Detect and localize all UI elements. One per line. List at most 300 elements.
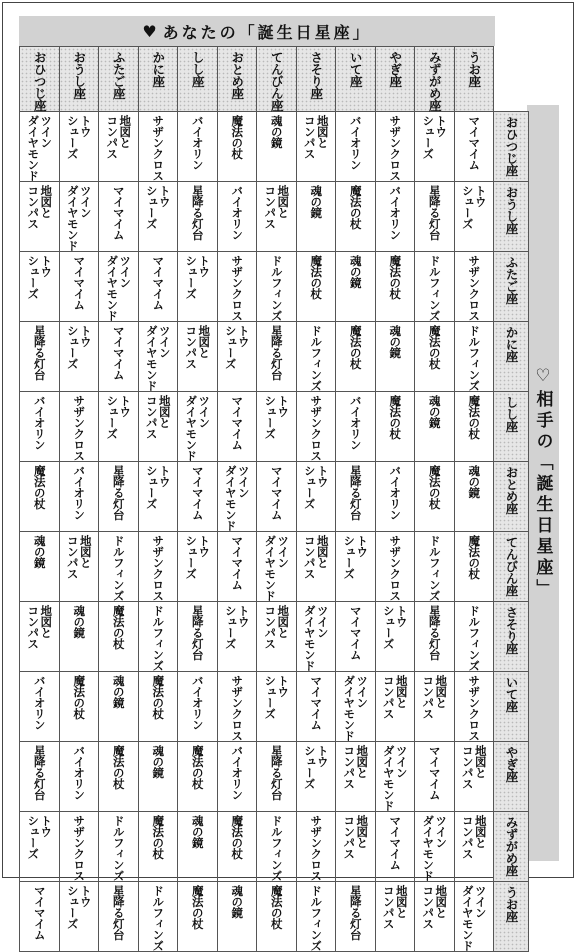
column-header-label: やぎ座: [387, 51, 403, 87]
result-cell: [296, 602, 336, 672]
result-label: ツイン ダイヤモンド: [105, 255, 133, 321]
result-label: トウ シューズ: [223, 325, 251, 369]
result-cell: [138, 882, 178, 952]
result-label: 魂の鏡: [72, 605, 87, 638]
column-header-label: しし座: [190, 51, 206, 87]
result-cell: [336, 112, 376, 182]
column-header: [454, 47, 494, 112]
result-label: 星降る灯台: [269, 745, 284, 800]
result-label: 魂の鏡: [111, 675, 126, 708]
result-label: 地図と コンパス: [460, 815, 488, 859]
table-row: [20, 392, 529, 462]
result-cell: [178, 112, 218, 182]
result-cell: [138, 532, 178, 602]
result-label: 魂の鏡: [269, 115, 284, 148]
result-label: ドルフィンズ: [269, 255, 284, 321]
result-label: マイマイム: [230, 395, 245, 450]
result-cell: [20, 252, 60, 322]
column-header: [138, 47, 178, 112]
result-label: 地図と コンパス: [26, 605, 54, 649]
result-label: 魔法の杖: [427, 325, 442, 369]
result-label: 地図と コンパス: [381, 885, 409, 929]
result-label: マイマイム: [348, 605, 363, 660]
result-cell: [257, 602, 297, 672]
row-header-label: てんびん座: [504, 536, 519, 596]
result-cell: [178, 602, 218, 672]
table-row: [20, 462, 529, 532]
result-label: ツイン ダイヤモンド: [460, 885, 488, 951]
result-cell: [336, 742, 376, 812]
result-label: バイオリン: [348, 115, 363, 170]
column-header: [59, 47, 99, 112]
result-cell: [415, 462, 455, 532]
result-cell: [454, 532, 494, 602]
result-cell: [99, 812, 139, 882]
result-cell: [217, 252, 257, 322]
result-label: 星降る灯台: [269, 325, 284, 380]
result-label: サザンクロス: [309, 815, 324, 881]
table-row: [20, 672, 529, 742]
result-label: バイオリン: [230, 745, 245, 800]
result-label: 星降る灯台: [190, 185, 205, 240]
result-label: ドルフィンズ: [151, 885, 166, 951]
your-birth-sign-title: [19, 16, 495, 46]
result-label: トウ シューズ: [460, 185, 488, 229]
result-label: トウ シューズ: [26, 815, 54, 859]
result-cell: [375, 882, 415, 952]
result-label: 魔法の杖: [388, 255, 403, 299]
result-label: マイマイム: [309, 675, 324, 730]
result-label: ドルフィンズ: [467, 325, 482, 391]
column-header-label: おひつじ座: [32, 51, 48, 111]
result-label: 魔法の杖: [190, 885, 205, 929]
result-cell: [257, 882, 297, 952]
result-label: バイオリン: [190, 115, 205, 170]
result-cell: [178, 742, 218, 812]
row-header: [494, 252, 529, 322]
result-cell: [454, 322, 494, 392]
result-label: 魔法の杖: [269, 885, 284, 929]
result-label: マイマイム: [467, 115, 482, 170]
result-cell: [99, 252, 139, 322]
table-row: [20, 602, 529, 672]
result-cell: [296, 742, 336, 812]
column-header-label: みずがめ座: [427, 51, 443, 111]
result-label: 地図と コンパス: [26, 185, 54, 229]
result-cell: [336, 462, 376, 532]
column-header: [217, 47, 257, 112]
result-label: バイオリン: [72, 465, 87, 520]
result-label: バイオリン: [72, 745, 87, 800]
result-cell: [59, 602, 99, 672]
row-header: [494, 392, 529, 462]
result-cell: [336, 672, 376, 742]
result-label: 魔法の杖: [190, 745, 205, 789]
table-row: [20, 812, 529, 882]
result-label: 魔法の杖: [427, 465, 442, 509]
result-cell: [336, 322, 376, 392]
row-header-label: しし座: [504, 396, 519, 432]
result-cell: [336, 812, 376, 882]
result-label: バイオリン: [388, 465, 403, 520]
result-cell: [217, 672, 257, 742]
result-label: バイオリン: [32, 395, 47, 450]
result-cell: [257, 462, 297, 532]
result-label: 星降る灯台: [111, 465, 126, 520]
result-cell: [217, 322, 257, 392]
result-label: サザンクロス: [151, 535, 166, 601]
result-label: 魂の鏡: [427, 395, 442, 428]
result-cell: [375, 252, 415, 322]
row-header-label: やぎ座: [504, 746, 519, 782]
partner-birth-sign-title: [527, 105, 559, 861]
result-label: 星降る灯台: [32, 745, 47, 800]
result-label: 魂の鏡: [151, 745, 166, 778]
result-label: ドルフィンズ: [309, 325, 324, 391]
result-cell: [178, 812, 218, 882]
result-label: 地図と コンパス: [65, 535, 93, 579]
result-label: サザンクロス: [388, 535, 403, 601]
row-header: [494, 462, 529, 532]
result-cell: [99, 532, 139, 602]
row-header-label: おとめ座: [504, 466, 519, 514]
result-label: サザンクロス: [467, 675, 482, 741]
result-label: 地図と コンパス: [460, 745, 488, 789]
result-cell: [138, 602, 178, 672]
column-header: [178, 47, 218, 112]
partner-birth-sign-title-text: 相手の「誕生日星座」: [532, 390, 553, 600]
result-cell: [415, 322, 455, 392]
result-label: 魔法の杖: [348, 325, 363, 369]
row-header: [494, 812, 529, 882]
result-cell: [415, 812, 455, 882]
result-label: トウ シューズ: [26, 255, 54, 299]
result-cell: [375, 182, 415, 252]
result-label: 地図と コンパス: [421, 885, 449, 929]
result-label: 魂の鏡: [388, 325, 403, 358]
result-cell: [217, 392, 257, 462]
result-label: 魔法の杖: [467, 535, 482, 579]
result-cell: [415, 532, 455, 602]
result-label: 魂の鏡: [230, 885, 245, 918]
result-cell: [59, 672, 99, 742]
column-header: [257, 47, 297, 112]
result-label: ツイン ダイヤモンド: [381, 745, 409, 811]
result-cell: [20, 322, 60, 392]
result-cell: [20, 112, 60, 182]
result-cell: [296, 672, 336, 742]
result-cell: [257, 182, 297, 252]
result-cell: [257, 112, 297, 182]
result-label: トウ シューズ: [302, 465, 330, 509]
result-cell: [336, 532, 376, 602]
result-cell: [178, 882, 218, 952]
result-label: バイオリン: [32, 675, 47, 730]
result-cell: [178, 532, 218, 602]
result-cell: [375, 112, 415, 182]
result-label: 星降る灯台: [111, 885, 126, 940]
table-row: [20, 182, 529, 252]
result-label: 魔法の杖: [467, 395, 482, 439]
result-cell: [99, 462, 139, 532]
result-label: 魔法の杖: [32, 465, 47, 509]
column-header-label: ふたご座: [111, 51, 127, 99]
column-header: [99, 47, 139, 112]
result-label: ツイン ダイヤモンド: [144, 325, 172, 391]
result-label: マイマイム: [111, 325, 126, 380]
result-label: 地図と コンパス: [381, 675, 409, 719]
result-cell: [454, 672, 494, 742]
result-cell: [257, 742, 297, 812]
result-label: 魔法の杖: [230, 115, 245, 159]
result-cell: [375, 672, 415, 742]
column-header: [336, 47, 376, 112]
result-label: 魔法の杖: [230, 815, 245, 859]
result-label: バイオリン: [348, 395, 363, 450]
result-cell: [59, 182, 99, 252]
result-label: サザンクロス: [309, 395, 324, 461]
result-cell: [20, 392, 60, 462]
result-label: 魂の鏡: [309, 185, 324, 218]
row-header-label: みずがめ座: [504, 816, 519, 876]
result-cell: [138, 322, 178, 392]
result-label: ツイン ダイヤモンド: [184, 395, 212, 461]
result-label: ドルフィンズ: [427, 255, 442, 321]
result-cell: [99, 882, 139, 952]
result-label: 星降る灯台: [32, 325, 47, 380]
result-cell: [296, 532, 336, 602]
result-label: 地図と コンパス: [184, 325, 212, 369]
result-cell: [415, 882, 455, 952]
result-cell: [336, 602, 376, 672]
result-label: 地図と コンパス: [263, 185, 291, 229]
result-label: トウ シューズ: [302, 745, 330, 789]
row-header: [494, 742, 529, 812]
column-header: [20, 47, 60, 112]
result-label: マイマイム: [190, 465, 205, 520]
table-row: [20, 322, 529, 392]
result-cell: [99, 112, 139, 182]
result-cell: [454, 252, 494, 322]
result-cell: [296, 812, 336, 882]
result-label: 地図と コンパス: [421, 675, 449, 719]
heart-outline-icon: ♡: [535, 366, 551, 386]
result-label: マイマイム: [32, 885, 47, 940]
result-label: バイオリン: [388, 185, 403, 240]
result-label: 星降る灯台: [190, 605, 205, 660]
result-label: トウ シューズ: [65, 115, 93, 159]
column-header-label: おうし座: [71, 51, 87, 99]
result-label: マイマイム: [230, 535, 245, 590]
row-header-label: さそり座: [504, 606, 519, 654]
result-cell: [257, 392, 297, 462]
result-cell: [336, 882, 376, 952]
your-birth-sign-title-text: あなたの「誕生日星座」: [162, 22, 372, 42]
table-row: [20, 252, 529, 322]
result-cell: [415, 602, 455, 672]
result-label: サザンクロス: [230, 675, 245, 741]
result-label: ドルフィンズ: [269, 815, 284, 881]
result-label: トウ シューズ: [184, 255, 212, 299]
result-label: 魂の鏡: [467, 465, 482, 498]
result-label: トウ シューズ: [342, 535, 370, 579]
result-cell: [178, 252, 218, 322]
result-label: トウ シューズ: [223, 605, 251, 649]
result-cell: [296, 182, 336, 252]
result-label: ツイン ダイヤモンド: [26, 115, 54, 181]
result-cell: [59, 112, 99, 182]
result-label: 星降る灯台: [427, 185, 442, 240]
result-cell: [375, 462, 415, 532]
result-cell: [454, 742, 494, 812]
result-cell: [59, 882, 99, 952]
result-cell: [257, 252, 297, 322]
result-cell: [336, 392, 376, 462]
result-label: マイマイム: [427, 745, 442, 800]
result-cell: [178, 392, 218, 462]
result-cell: [257, 812, 297, 882]
table-row: [20, 742, 529, 812]
result-label: 魂の鏡: [348, 255, 363, 288]
result-label: ツイン ダイヤモンド: [263, 535, 291, 601]
result-label: マイマイム: [269, 465, 284, 520]
row-header-label: うお座: [504, 886, 519, 922]
result-label: 地図と コンパス: [144, 395, 172, 439]
result-cell: [138, 112, 178, 182]
row-header-label: ふたご座: [504, 256, 519, 304]
result-label: ドルフィンズ: [467, 605, 482, 671]
result-cell: [178, 322, 218, 392]
row-header-label: おうし座: [504, 186, 519, 234]
result-label: ドルフィンズ: [111, 535, 126, 601]
compatibility-table: [19, 46, 529, 952]
result-cell: [217, 182, 257, 252]
result-cell: [257, 322, 297, 392]
result-cell: [20, 602, 60, 672]
result-label: ドルフィンズ: [151, 605, 166, 671]
result-label: ツイン ダイヤモンド: [65, 185, 93, 251]
result-cell: [138, 742, 178, 812]
result-cell: [454, 392, 494, 462]
result-label: サザンクロス: [72, 815, 87, 881]
result-cell: [178, 182, 218, 252]
result-label: バイオリン: [230, 185, 245, 240]
result-cell: [59, 322, 99, 392]
result-label: トウ シューズ: [263, 395, 291, 439]
result-cell: [217, 532, 257, 602]
result-label: サザンクロス: [72, 395, 87, 461]
result-cell: [217, 602, 257, 672]
result-cell: [415, 742, 455, 812]
result-cell: [99, 182, 139, 252]
column-header-label: おとめ座: [229, 51, 245, 99]
result-label: トウ シューズ: [65, 325, 93, 369]
result-label: ドルフィンズ: [427, 535, 442, 601]
result-label: ドルフィンズ: [111, 815, 126, 881]
table-row: [20, 882, 529, 952]
result-cell: [296, 252, 336, 322]
result-cell: [257, 672, 297, 742]
result-label: トウ シューズ: [263, 675, 291, 719]
result-cell: [217, 882, 257, 952]
result-cell: [375, 532, 415, 602]
row-header-label: いて座: [504, 676, 519, 712]
heart-filled-icon: ♥: [142, 21, 157, 41]
result-label: バイオリン: [190, 675, 205, 730]
result-cell: [375, 602, 415, 672]
result-cell: [375, 392, 415, 462]
result-label: トウ シューズ: [144, 465, 172, 509]
result-cell: [99, 742, 139, 812]
result-cell: [415, 672, 455, 742]
result-cell: [59, 812, 99, 882]
result-cell: [296, 462, 336, 532]
result-label: 星降る灯台: [427, 605, 442, 660]
row-header: [494, 672, 529, 742]
result-cell: [454, 462, 494, 532]
row-header: [494, 882, 529, 952]
result-label: 魔法の杖: [309, 255, 324, 299]
result-cell: [296, 322, 336, 392]
result-cell: [138, 672, 178, 742]
result-label: 地図と コンパス: [302, 115, 330, 159]
result-cell: [415, 182, 455, 252]
result-cell: [415, 112, 455, 182]
result-label: 星降る灯台: [348, 465, 363, 520]
result-cell: [454, 182, 494, 252]
result-label: サザンクロス: [230, 255, 245, 321]
result-cell: [20, 742, 60, 812]
result-label: 星降る灯台: [348, 885, 363, 940]
result-label: 魔法の杖: [151, 815, 166, 859]
result-cell: [59, 742, 99, 812]
result-label: サザンクロス: [151, 115, 166, 181]
result-label: 地図と コンパス: [342, 745, 370, 789]
result-label: 魔法の杖: [151, 675, 166, 719]
corner-cell: [494, 47, 529, 112]
result-cell: [415, 392, 455, 462]
result-cell: [217, 812, 257, 882]
row-header: [494, 182, 529, 252]
column-header-label: かに座: [150, 51, 166, 87]
result-label: 魔法の杖: [111, 745, 126, 789]
result-cell: [375, 322, 415, 392]
row-header: [494, 532, 529, 602]
row-header-label: かに座: [504, 326, 519, 362]
table-row: [20, 532, 529, 602]
result-cell: [20, 882, 60, 952]
result-cell: [138, 392, 178, 462]
result-label: トウ シューズ: [184, 535, 212, 579]
result-cell: [20, 182, 60, 252]
result-cell: [99, 392, 139, 462]
column-header-label: うお座: [466, 51, 482, 87]
result-cell: [138, 182, 178, 252]
row-header: [494, 602, 529, 672]
result-label: トウ シューズ: [65, 885, 93, 929]
result-cell: [454, 882, 494, 952]
result-label: マイマイム: [111, 185, 126, 240]
result-cell: [59, 462, 99, 532]
result-label: ツイン ダイヤモンド: [223, 465, 251, 531]
column-header-label: さそり座: [308, 51, 324, 99]
result-cell: [454, 812, 494, 882]
result-label: 魔法の杖: [111, 605, 126, 649]
result-cell: [336, 252, 376, 322]
result-label: ツイン ダイヤモンド: [421, 815, 449, 881]
result-label: 魔法の杖: [388, 395, 403, 439]
column-header-row: [20, 47, 529, 112]
